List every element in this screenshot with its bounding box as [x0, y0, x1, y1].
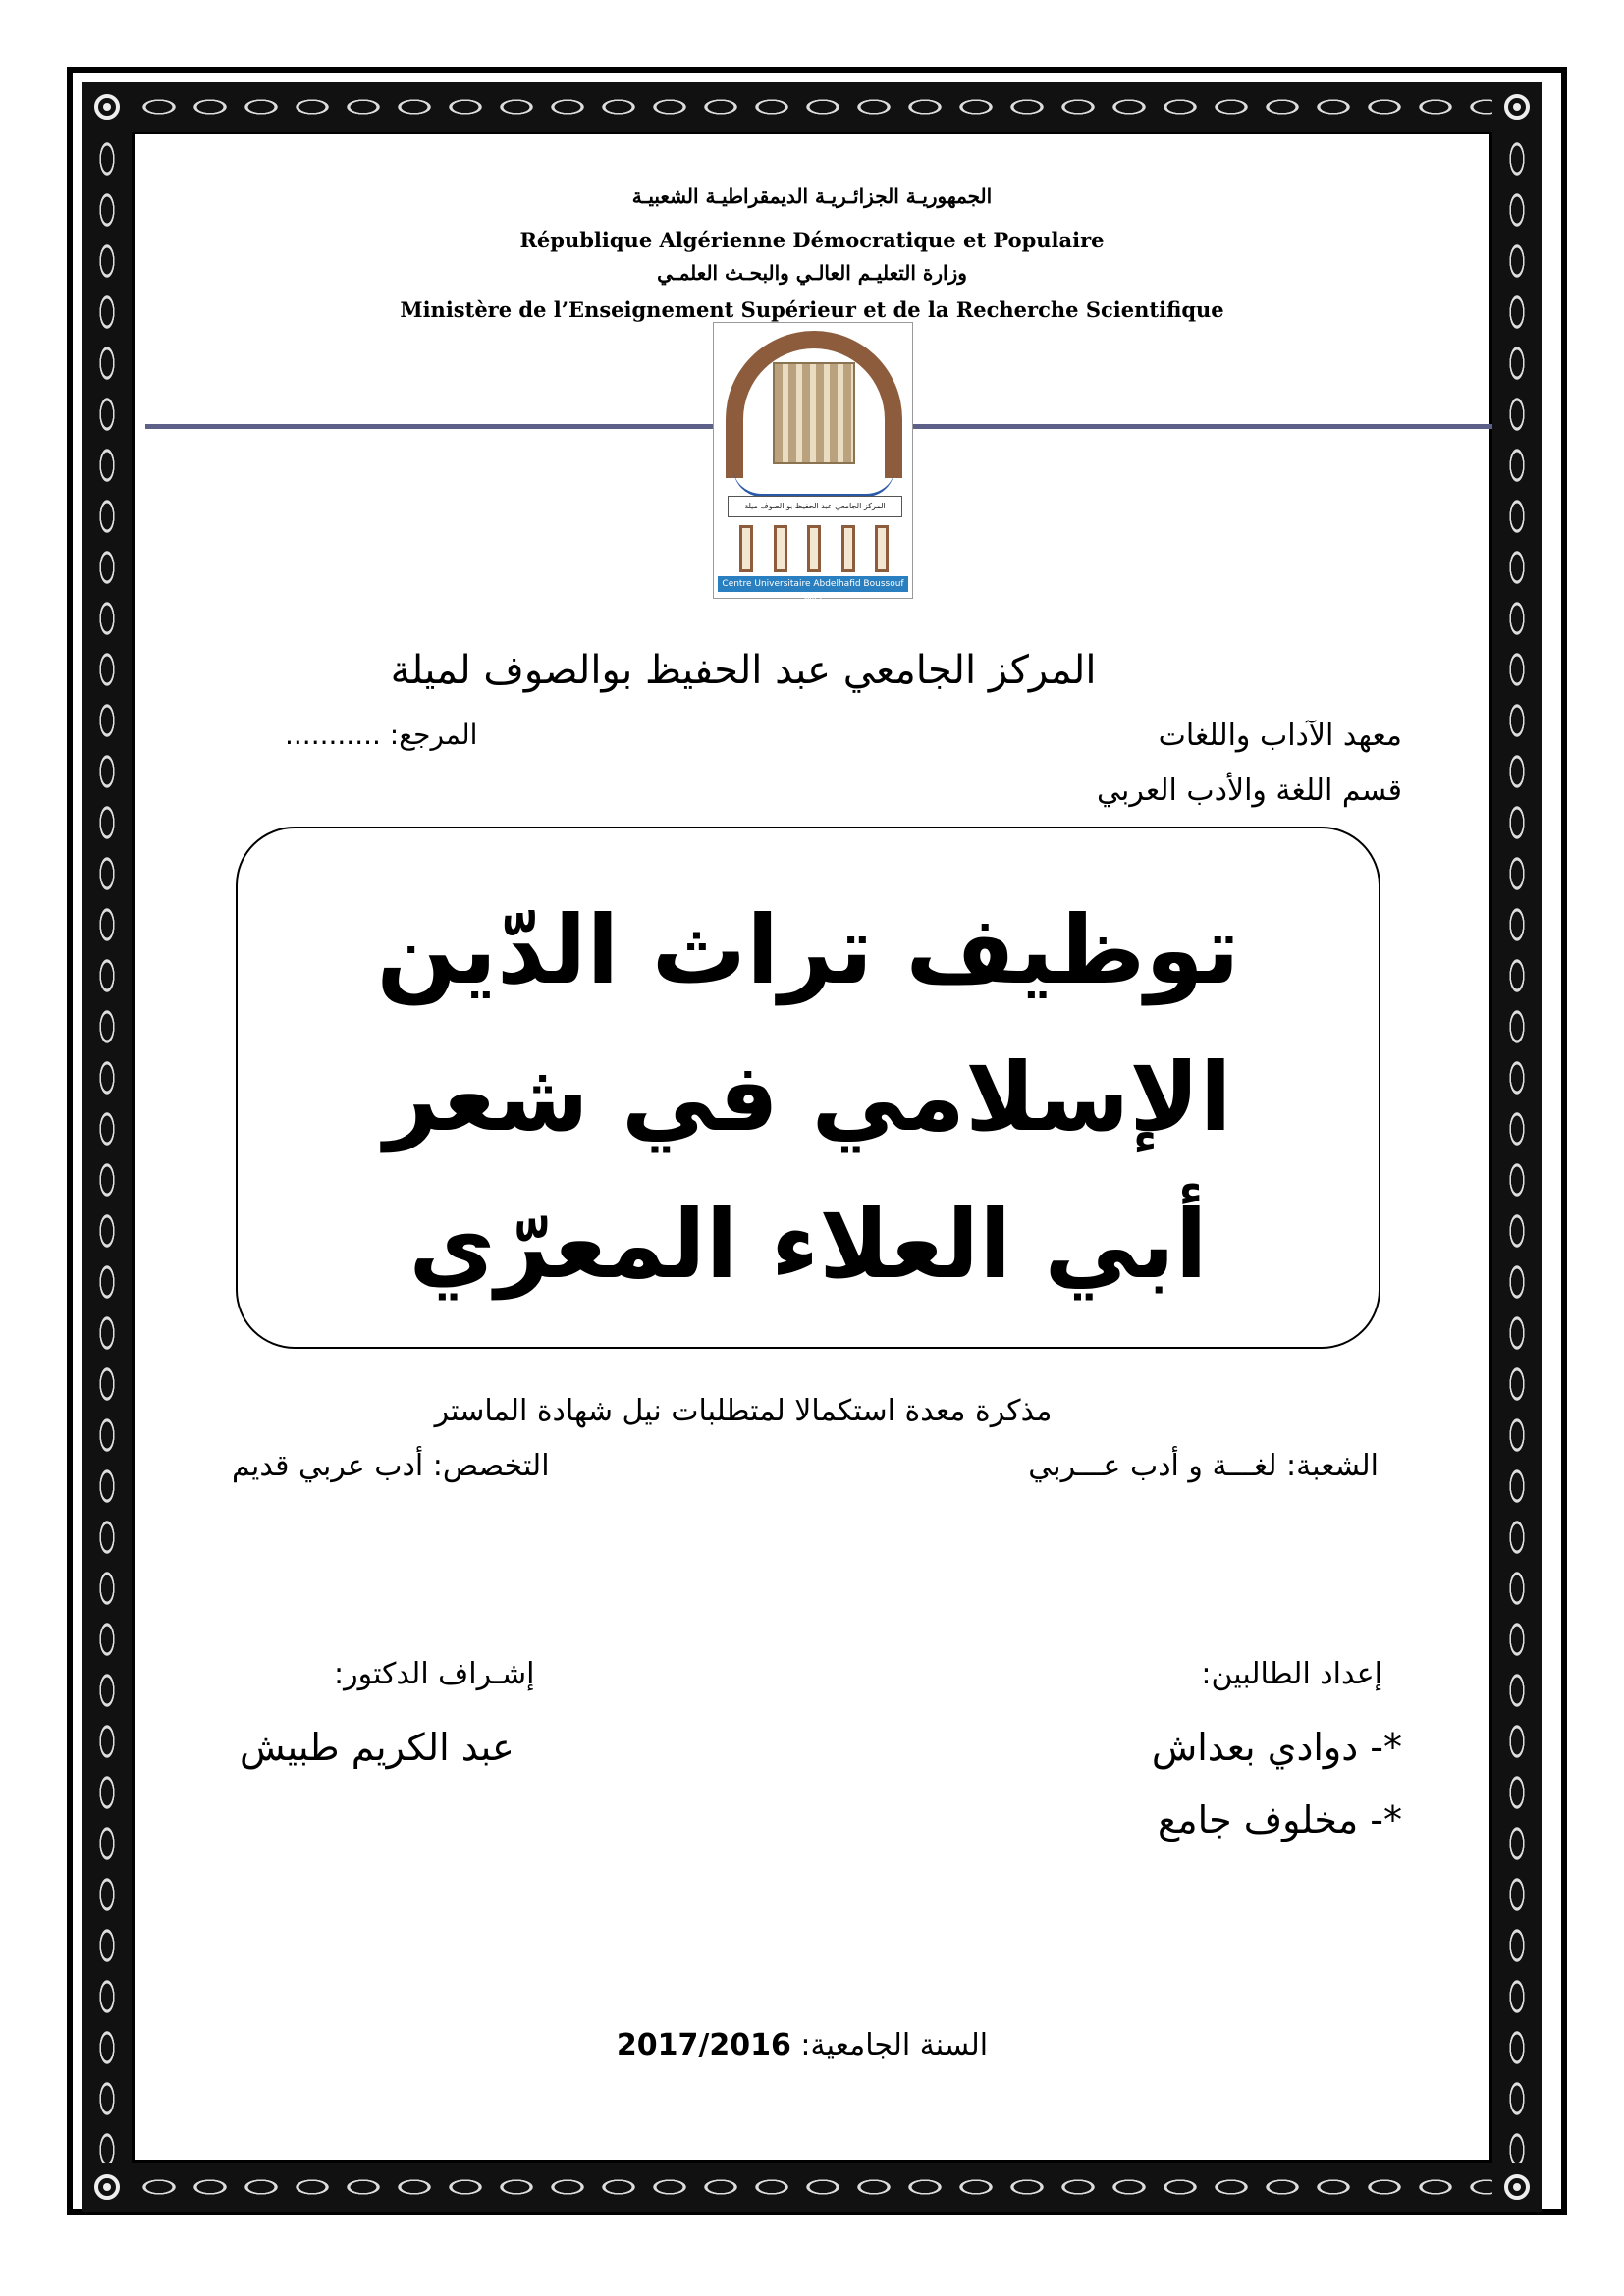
corner-ornament-icon — [82, 2163, 132, 2212]
institute-name: معهد الآداب واللغات — [1158, 719, 1402, 753]
thesis-purpose: مذكرة معدة استكمالا لمتطلبات نيل شهادة الماستر — [434, 1394, 1053, 1428]
academic-year-label: السنة الجامعية: — [800, 2028, 989, 2062]
prepared-by-label: إعداد الطالبين: — [1201, 1657, 1382, 1691]
republic-french: République Algérienne Démocratique et Populaire — [519, 228, 1105, 252]
academic-year — [132, 2028, 1492, 2062]
title-line-1: توظيف تراث الدّين — [376, 895, 1240, 1005]
decorative-band-right — [1492, 82, 1542, 2212]
academic-year-value: 2017/2016 — [616, 2028, 791, 2062]
decorative-band-top — [82, 82, 1542, 132]
decorative-band-left — [82, 82, 132, 2212]
logo-columns-icon — [739, 525, 889, 572]
logo-building-icon — [773, 362, 855, 464]
student-name-1: *- دوادي بعداش — [1151, 1726, 1402, 1769]
university-logo — [713, 322, 913, 605]
ministry-french: Ministère de l’Enseignement Supérieur et de la Recherche Scientifique — [400, 297, 1224, 322]
corner-ornament-icon — [1492, 82, 1542, 132]
department-name: قسم اللغة والأدب العربي — [1096, 774, 1402, 808]
ministry-arabic: وزارة التعليـم العالـي والبحـث العلمـي — [657, 261, 967, 285]
logo-caption-arabic: المركز الجامعي عبد الحفيظ بو الصوف ميلة — [728, 496, 902, 517]
branch-label: الشعبة: لغـــة و أدب عـــربي — [1028, 1449, 1379, 1483]
logo-caption-french: Centre Universitaire Abdelhafid Boussouf Mila — [718, 576, 908, 592]
specialization-label: التخصص: أدب عربي قديم — [232, 1449, 550, 1483]
center-name: المركز الجامعي عبد الحفيظ بوالصوف لميلة — [390, 648, 1097, 693]
student-name-2: *- مخلوف جامع — [1157, 1798, 1402, 1842]
decorative-band-bottom — [82, 2163, 1542, 2212]
reference-field: المرجع: ........... — [285, 719, 478, 751]
title-line-2: الإسلامي في شعر — [384, 1042, 1232, 1152]
republic-arabic: الجمهوريـة الجزائـريـة الديمقراطيـة الشعبيـة — [631, 185, 993, 208]
logo-book-icon — [733, 468, 894, 497]
corner-ornament-icon — [82, 82, 132, 132]
corner-ornament-icon — [1492, 2163, 1542, 2212]
title-line-3: أبي العلاء المعرّي — [408, 1190, 1208, 1300]
supervisor-name: عبد الكريم طبيش — [240, 1726, 514, 1769]
supervisor-label: إشـراف الدكتور: — [334, 1657, 535, 1691]
